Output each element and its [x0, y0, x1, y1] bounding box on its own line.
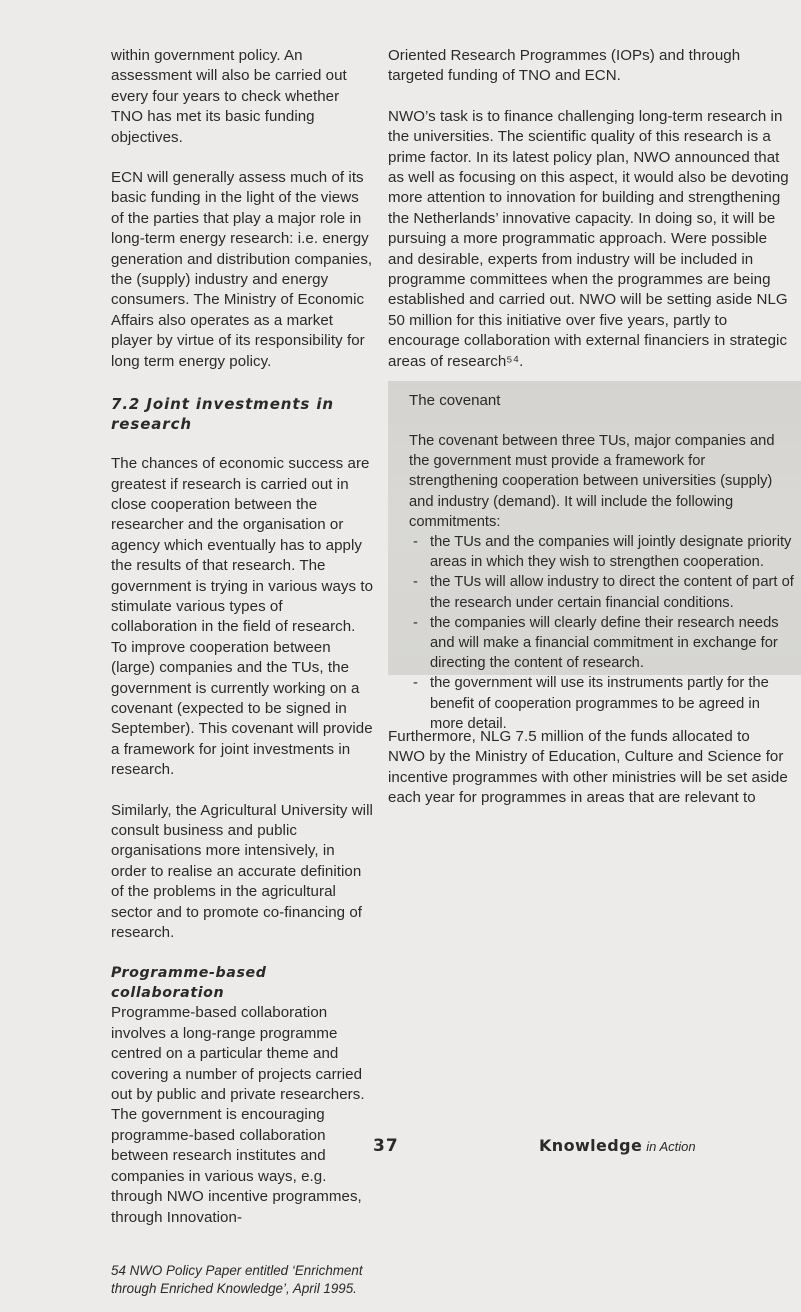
- list-item: - the companies will clearly define their research needs and will make a financial commitment in exchange for directing the content of research.: [409, 613, 797, 674]
- running-title: [539, 1136, 696, 1156]
- publication-title: Knowledge: [539, 1136, 643, 1155]
- paragraph: Similarly, the Agricultural University will consult business and public organisations more intensively, in order to realise an accurate definition of the problems in the agricultural sector and to promote co-financing of research.: [111, 801, 373, 942]
- paragraph: Programme-based collaboration involves a long-range programme centred on a particular theme and covering a number of projects carried out by public and private researchers. The government is encouraging programme-based collaboration between research institutes and companies in various ways, e.g. through NWO incentive programmes, through Innovation-: [111, 1004, 365, 1226]
- page-number: 37: [373, 1136, 399, 1156]
- right-column: [388, 46, 790, 372]
- paragraph: Furthermore, NLG 7.5 million of the funds allocated to NWO by the Ministry of Education, Culture and Science for incentive programmes with other ministries will be set aside each year for programmes in areas that are relevant to: [388, 728, 788, 807]
- paragraph: NWO’s task is to finance challenging long-term research in the universities. The scientific quality of this research is a prime factor. In its latest policy plan, NWO announced that as well as focusing on this aspect, it would also be devoting more attention to innovation for building and strengthening the Netherlands’ innovative capacity. In doing so, it will be pursuing a more programmatic approach. Were possible and desirable, experts from industry will be included in programme committees when the programmes are being established and carried out. NWO will be setting aside NLG 50 million for this initiative over five years, partly to encourage collaboration with external financiers in strategic areas of research⁵⁴.: [388, 107, 789, 370]
- footnote: 54 NWO Policy Paper entitled ‘Enrichment through Enriched Knowledge’, April 1995.: [111, 1262, 363, 1297]
- right-column-continued: [388, 727, 790, 809]
- box-title: The covenant: [409, 392, 501, 409]
- subsection-heading: Programme-based collaboration: [111, 965, 267, 1002]
- box-intro: The covenant between three TUs, major companies and the government must provide a framework for strengthening cooperation between universities (supply) and industry (demand). It will include the following commitments:: [409, 433, 775, 530]
- paragraph: ECN will generally assess much of its basic funding in the light of the views of the parties that play a major role in long-term energy research: i.e. energy generation and distribution companies, the (supply) industry and energy consumers. The Ministry of Economic Affairs also operates as a market player by virtue of its responsibility for long term energy policy.: [111, 169, 373, 370]
- commitments-list: [409, 532, 797, 734]
- paragraph: The chances of economic success are greatest if research is carried out in close cooperation between the researcher and the organisation or agency which eventually has to apply the results of that research. The government is trying in various ways to stimulate various types of collaboration in the field of research. To improve cooperation between (large) companies and the TUs, the government is currently working on a covenant (expected to be signed in September). This covenant will provide a framework for joint investments in research.: [111, 455, 374, 779]
- list-item: - the TUs and the companies will jointly designate priority areas in which they wish to strengthen cooperation.: [409, 532, 797, 572]
- section-heading: 7.2 Joint investments in research: [111, 395, 334, 434]
- left-column: [111, 46, 373, 1312]
- list-item: - the government will use its instruments partly for the benefit of cooperation programmes to be agreed in more detail.: [409, 673, 797, 734]
- paragraph: within government policy. An assessment will also be carried out every four years to check whether TNO has met its basic funding objectives.: [111, 47, 347, 146]
- covenant-box: [388, 381, 801, 732]
- list-item: - the TUs will allow industry to direct the content of part of the research under certain financial conditions.: [409, 572, 797, 612]
- publication-subtitle: in Action: [646, 1139, 696, 1154]
- paragraph: Oriented Research Programmes (IOPs) and through targeted funding of TNO and ECN.: [388, 47, 741, 85]
